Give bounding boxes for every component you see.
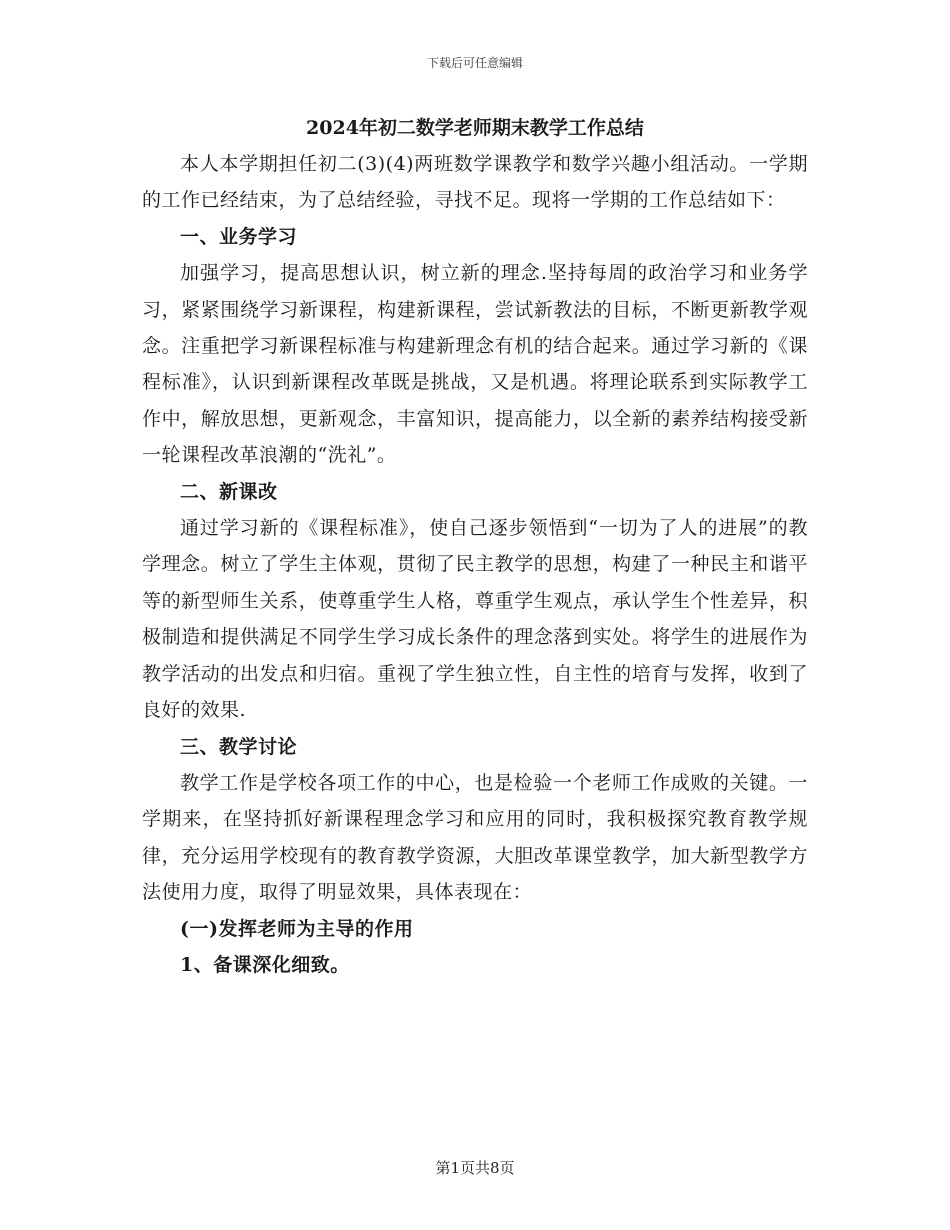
section-body-new-curriculum: 通过学习新的《课程标准》，使自己逐步领悟到“一切为了人的进展”的教学理念。树立了学生主体观，贯彻了民主教学的思想，构建了一种民主和谐平等的新型师生关系，使尊重学生人格，尊重学生观点，承认学生个性差异，积极制造和提供满足不同学生学习成长条件的理念落到实处。将学生的进展作为教学活动的出发点和归宿。重视了学生独立性，自主性的培育与发挥，收到了良好的效果. bbox=[142, 517, 808, 722]
section-heading-business-study: 一、业务学习 bbox=[180, 225, 298, 248]
document-body bbox=[142, 110, 808, 983]
section-body-business-study: 加强学习，提高思想认识，树立新的理念.坚持每周的政治学习和业务学习，紧紧围绕学习新课程，构建新课程，尝试新教法的目标，不断更新教学观念。注重把学习新课程标准与构建新理念有机的结合起来。通过学习新的《课程标准》，认识到新课程改革既是挑战，又是机遇。将理论联系到实际教学工作中，解放思想，更新观念，丰富知识，提高能力，以全新的素养结构接受新一轮课程改革浪潮的“洗礼”。 bbox=[142, 262, 808, 467]
intro-paragraph: 本人本学期担任初二(3)(4)两班数学课教学和数学兴趣小组活动。一学期的工作已经结束，为了总结经验，寻找不足。现将一学期的工作总结如下： bbox=[142, 153, 808, 212]
item-heading-lesson-prep: 1、备课深化细致。 bbox=[180, 953, 350, 976]
section-heading-teaching-discussion: 三、教学讨论 bbox=[180, 735, 298, 758]
header-note: 下载后可任意编辑 bbox=[426, 56, 523, 70]
section-heading-new-curriculum: 二、新课改 bbox=[180, 480, 278, 503]
section-body-teaching-discussion: 教学工作是学校各项工作的中心，也是检验一个老师工作成败的关键。一学期来，在坚持抓好新课程理念学习和应用的同时，我积极探究教育教学规律，充分运用学校现有的教育教学资源，大胆改革课堂教学，加大新型教学方法使用力度，取得了明显效果，具体表现在： bbox=[142, 771, 808, 904]
page-number: 第1页共8页 bbox=[435, 1159, 515, 1177]
document-title: 2024年初二数学老师期末教学工作总结 bbox=[306, 117, 644, 139]
subsection-heading-teacher-role: (一)发挥老师为主导的作用 bbox=[180, 917, 414, 940]
